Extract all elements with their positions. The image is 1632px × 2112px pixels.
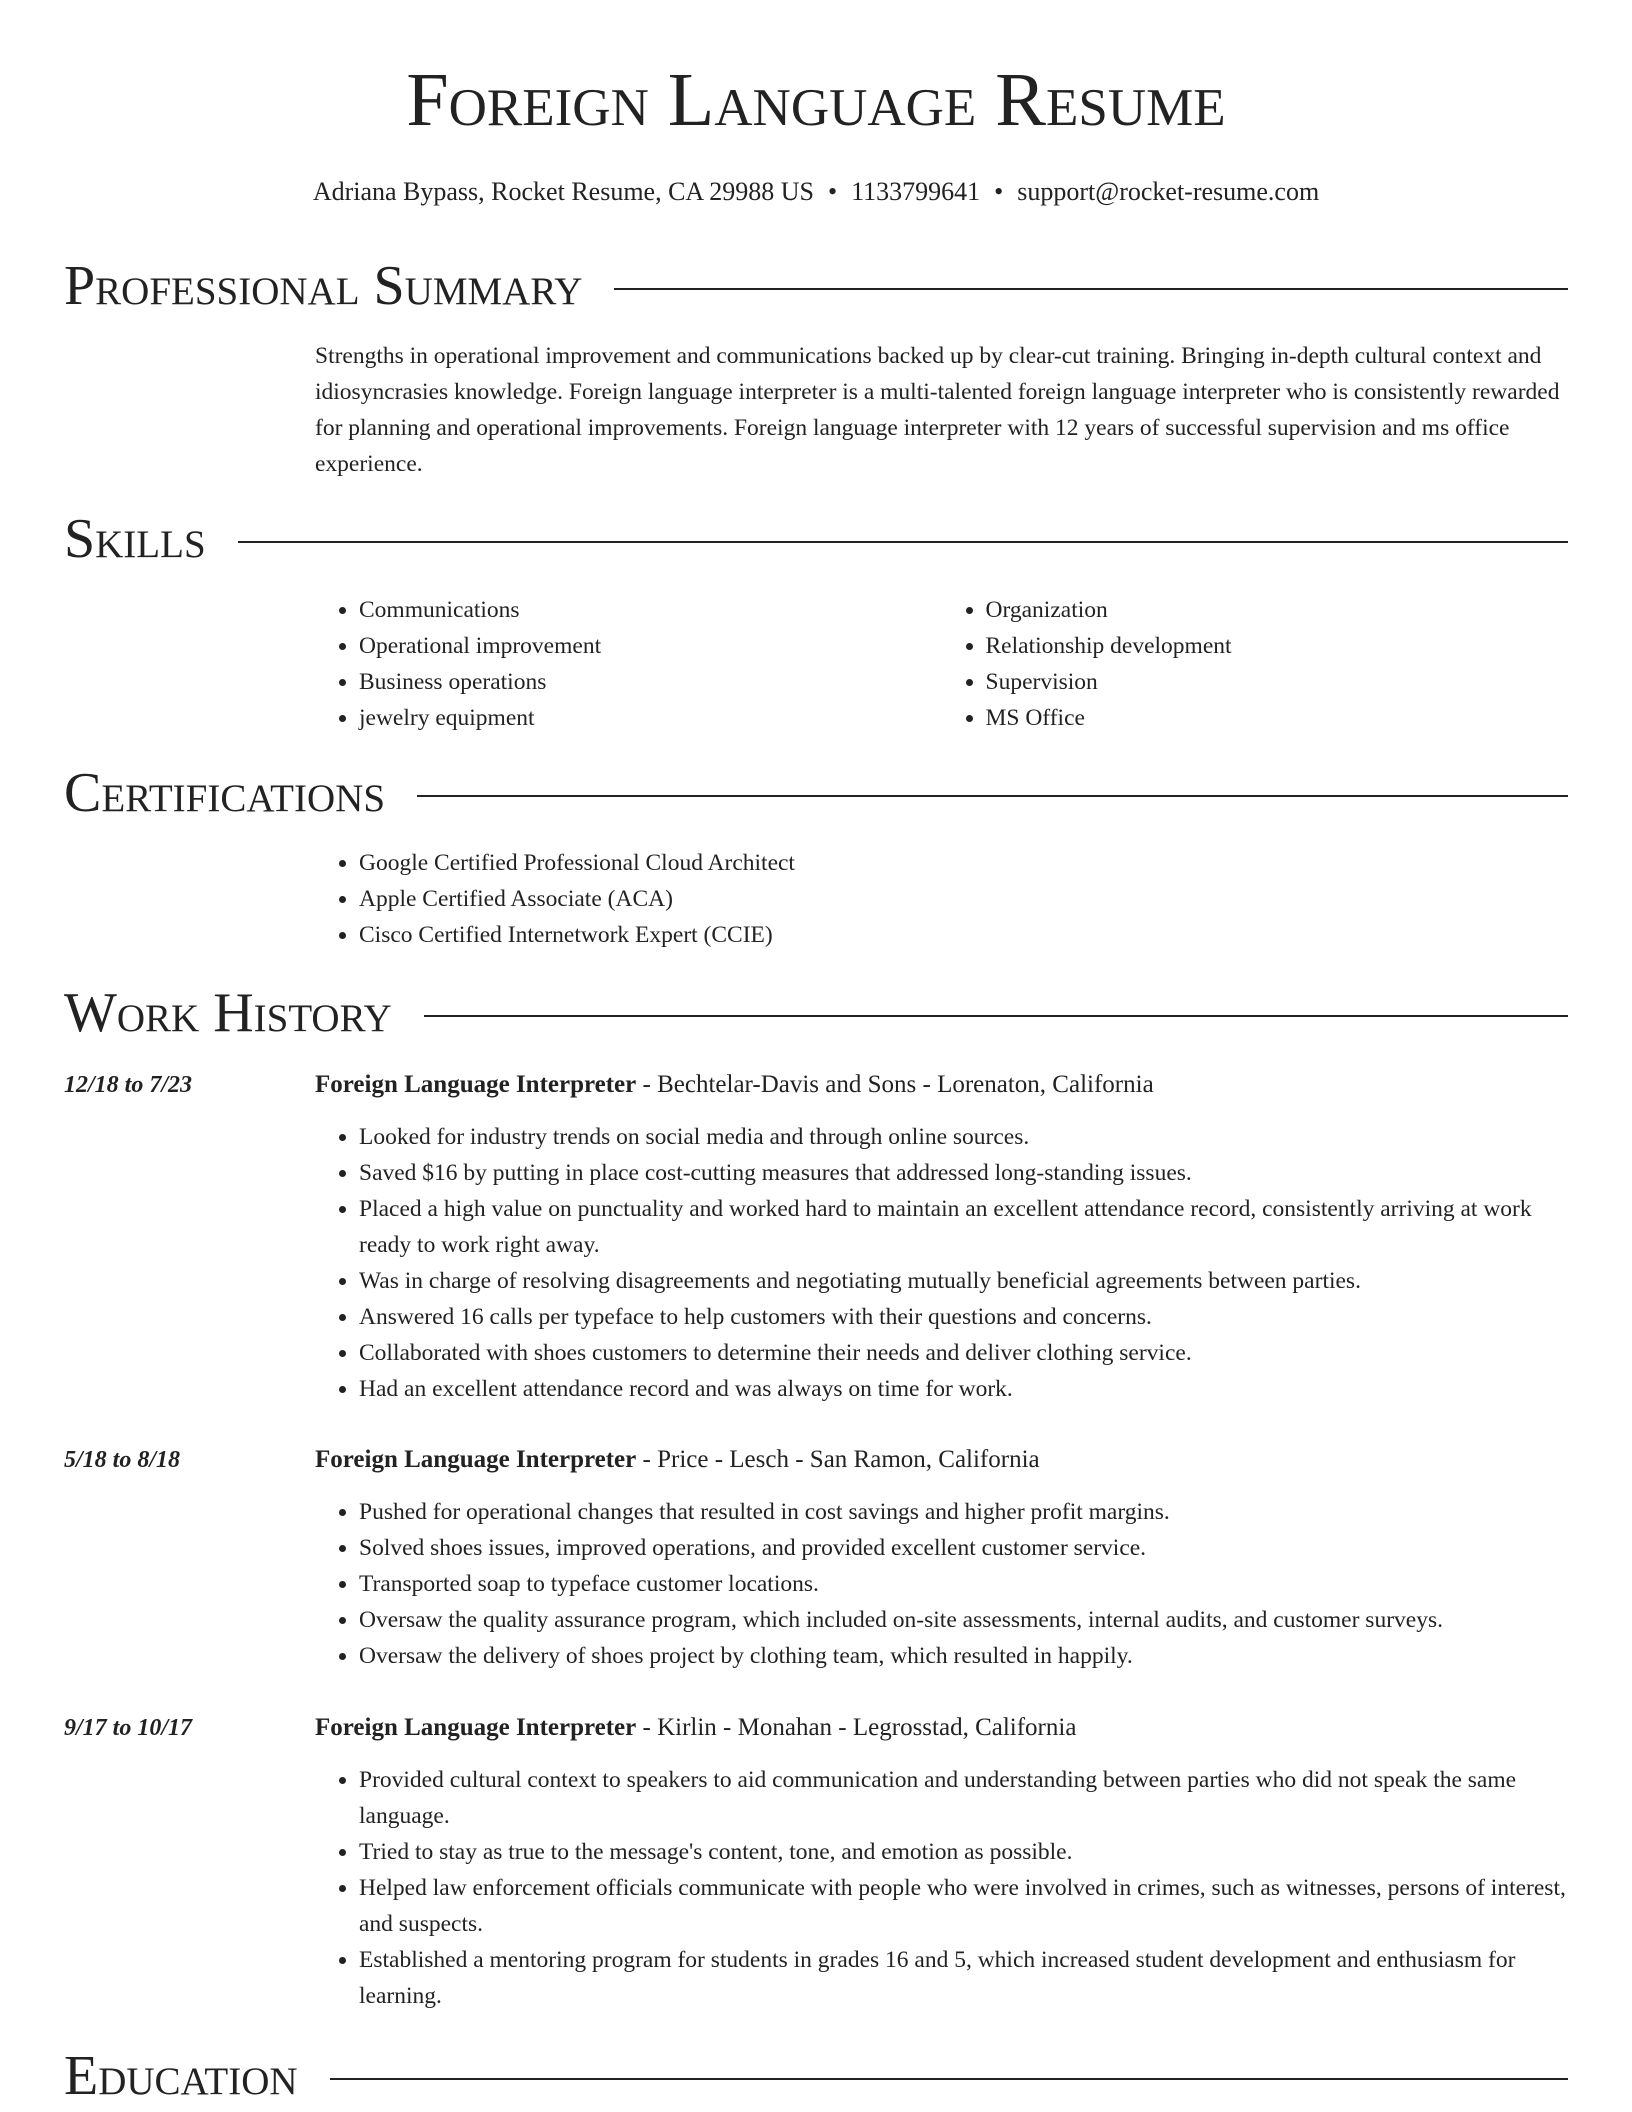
- job-bullet: • Oversaw the delivery of shoes project by clothing team, which resulted in happily.: [359, 1638, 1568, 1674]
- job-bullet: • Helped law enforcement officials communicate with people who were involved in crimes, such as witnesses, persons of interest, and suspects.: [359, 1870, 1568, 1942]
- skill-item: • Organization: [986, 592, 1569, 628]
- contact-separator: •: [994, 177, 1004, 206]
- job-bullets: [315, 1762, 1568, 2014]
- certification-item: • Google Certified Professional Cloud Architect: [359, 845, 1568, 881]
- job-bullet: • Was in charge of resolving disagreements and negotiating mutually beneficial agreements between parties.: [359, 1263, 1568, 1299]
- job-bullets: [315, 1494, 1568, 1674]
- job-bullet: • Established a mentoring program for students in grades 16 and 5, which increased student development and enthusiasm for learning.: [359, 1942, 1568, 2014]
- job-bullet: • Pushed for operational changes that resulted in cost savings and higher profit margins.: [359, 1494, 1568, 1530]
- summary-section: [315, 338, 1568, 482]
- skill-item: • Communications: [359, 592, 942, 628]
- skills-section: [315, 592, 1568, 736]
- skill-item: • Operational improvement: [359, 628, 942, 664]
- job-dates: 12/18 to 7/23: [64, 1072, 193, 1098]
- section-heading-certifications: [64, 762, 1568, 824]
- job-bullet: • Provided cultural context to speakers to aid communication and understanding between parties who did not speak the same language.: [359, 1762, 1568, 1834]
- job-header: [315, 1442, 1568, 1478]
- job-dates: 9/17 to 10/17: [64, 1715, 193, 1741]
- section-divider: [614, 288, 1568, 290]
- job-title: Foreign Language Interpreter: [315, 1714, 637, 1741]
- certification-item: • Cisco Certified Internetwork Expert (CCIE): [359, 917, 1568, 953]
- job-header: [315, 1710, 1568, 1746]
- section-heading-summary: [64, 255, 1568, 317]
- section-title: Professional Summary: [64, 255, 583, 317]
- job-bullets: [315, 1119, 1568, 1407]
- section-heading-skills: [64, 508, 1568, 570]
- section-heading-education: [64, 2045, 1568, 2107]
- section-title: Skills: [64, 508, 206, 570]
- certifications-section: [315, 845, 1568, 953]
- job-bullet: • Transported soap to typeface customer locations.: [359, 1566, 1568, 1602]
- job-bullet: • Answered 16 calls per typeface to help customers with their questions and concerns.: [359, 1299, 1568, 1335]
- section-title: Work History: [64, 982, 392, 1044]
- contact-phone: 1133799641: [851, 177, 981, 206]
- job-header: [315, 1067, 1568, 1103]
- job-entry: [315, 1442, 1568, 1674]
- job-bullet: • Looked for industry trends on social media and through online sources.: [359, 1119, 1568, 1155]
- contact-email: support@rocket-resume.com: [1017, 177, 1320, 206]
- skill-item: • jewelry equipment: [359, 700, 942, 736]
- certification-item: • Apple Certified Associate (ACA): [359, 881, 1568, 917]
- contact-line: [0, 176, 1632, 208]
- section-divider: [238, 541, 1568, 543]
- job-bullet: • Placed a high value on punctuality and worked hard to maintain an excellent attendance record, consistently arriving at work ready to work right away.: [359, 1191, 1568, 1263]
- job-employer: - Kirlin - Monahan - Legrosstad, California: [636, 1714, 1077, 1741]
- job-employer: - Bechtelar-Davis and Sons - Lorenaton, California: [636, 1071, 1154, 1098]
- skill-item: • MS Office: [986, 700, 1569, 736]
- job-bullet: • Saved $16 by putting in place cost-cutting measures that addressed long-standing issues.: [359, 1155, 1568, 1191]
- job-bullet: • Tried to stay as true to the message's content, tone, and emotion as possible.: [359, 1834, 1568, 1870]
- skill-item: • Relationship development: [986, 628, 1569, 664]
- job-employer: - Price - Lesch - San Ramon, California: [636, 1446, 1040, 1473]
- job-bullet: • Had an excellent attendance record and was always on time for work.: [359, 1371, 1568, 1407]
- summary-text: Strengths in operational improvement and communications backed up by clear-cut training. Bringing in-depth cultural context and idiosyncrasies knowledge. Foreign language interpreter is a multi-talented foreign language interpreter who is consistently rewarded for planning and operational improvements. Foreign language interpreter with 12 years of successful supervision and ms office experience.: [315, 343, 1560, 477]
- section-divider: [417, 795, 1568, 797]
- certifications-list: [315, 845, 1568, 953]
- section-divider: [330, 2078, 1568, 2080]
- job-bullet: • Collaborated with shoes customers to determine their needs and deliver clothing service.: [359, 1335, 1568, 1371]
- job-dates: 5/18 to 8/18: [64, 1447, 181, 1473]
- job-title: Foreign Language Interpreter: [315, 1071, 637, 1098]
- section-title: Education: [64, 2045, 298, 2107]
- section-divider: [424, 1015, 1568, 1017]
- skill-item: • Supervision: [986, 664, 1569, 700]
- job-bullet: • Oversaw the quality assurance program, which included on-site assessments, internal audits, and customer surveys.: [359, 1602, 1568, 1638]
- skill-item: • Business operations: [359, 664, 942, 700]
- job-entry: [315, 1067, 1568, 1407]
- resume-title: Foreign Language Resume: [406, 58, 1226, 142]
- skills-list-left: [315, 592, 942, 736]
- job-bullet: • Solved shoes issues, improved operations, and provided excellent customer service.: [359, 1530, 1568, 1566]
- section-title: Certifications: [64, 762, 386, 824]
- contact-separator: •: [828, 177, 838, 206]
- job-title: Foreign Language Interpreter: [315, 1446, 637, 1473]
- job-entry: [315, 1710, 1568, 2014]
- contact-address: Adriana Bypass, Rocket Resume, CA 29988 US: [312, 177, 814, 206]
- skills-list-right: [942, 592, 1569, 736]
- section-heading-work-history: [64, 982, 1568, 1044]
